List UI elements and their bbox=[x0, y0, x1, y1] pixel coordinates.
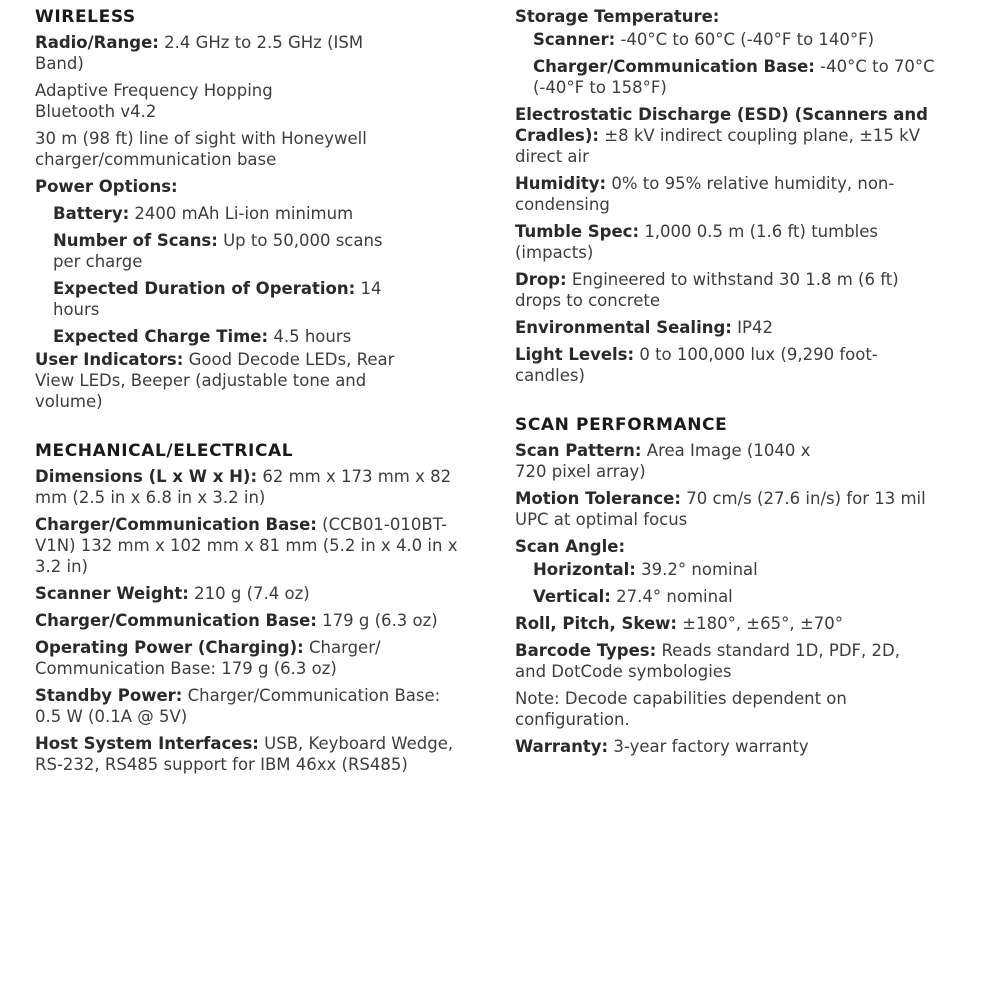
user-indicators-label: User Indicators: bbox=[35, 350, 184, 369]
scan-pattern-spec bbox=[515, 440, 835, 482]
ccb-temp-value: -40°C to 70°C (-40°F to 158°F) bbox=[533, 57, 935, 97]
scanner-temp-spec bbox=[515, 29, 918, 50]
light-levels-spec bbox=[515, 344, 890, 386]
power-options-label bbox=[35, 176, 475, 197]
motion-tolerance-value: 70 cm/s (27.6 in/s) for 13 mil UPC at optimal focus bbox=[515, 489, 926, 529]
warranty-label: Warranty: bbox=[515, 737, 609, 756]
storage-temperature-label-text: Storage Temperature: bbox=[515, 7, 720, 26]
duration-value: 14 hours bbox=[53, 279, 382, 319]
esd-spec bbox=[515, 104, 965, 167]
standby-power-value: Charger/Communication Base: 0.5 W (0.1A @ 5V) bbox=[35, 686, 441, 726]
adaptive-line-1: Adaptive Frequency Hopping bbox=[35, 81, 273, 100]
standby-power-label: Standby Power: bbox=[35, 686, 183, 705]
wireless-heading: WIRELESS bbox=[35, 7, 136, 27]
radio-range-spec bbox=[35, 32, 375, 74]
radio-range-label: Radio/Range: bbox=[35, 33, 159, 52]
barcode-types-value: Reads standard 1D, PDF, 2D, and DotCode symbologies bbox=[515, 641, 900, 681]
ccb-weight-label: Charger/Communication Base: bbox=[35, 611, 317, 630]
drop-label: Drop: bbox=[515, 270, 567, 289]
ccb-temp-label: Charger/Communication Base: bbox=[533, 57, 815, 76]
range-text: 30 m (98 ft) line of sight with Honeywell charger/communication base bbox=[35, 129, 367, 169]
roll-pitch-skew-value: ±180°, ±65°, ±70° bbox=[682, 614, 843, 633]
warranty-value: 3-year factory warranty bbox=[613, 737, 809, 756]
battery-value: 2400 mAh Li-ion minimum bbox=[134, 204, 354, 223]
scanner-weight-spec bbox=[35, 583, 475, 604]
host-interfaces-label: Host System Interfaces: bbox=[35, 734, 259, 753]
right-column bbox=[515, 6, 965, 763]
adaptive-frequency-text bbox=[35, 80, 475, 122]
scanner-temp-label: Scanner: bbox=[533, 30, 616, 49]
drop-value: Engineered to withstand 30 1.8 m (6 ft) drops to concrete bbox=[515, 270, 899, 310]
charge-time-value: 4.5 hours bbox=[273, 327, 352, 346]
light-levels-label: Light Levels: bbox=[515, 345, 635, 364]
radio-range-value: 2.4 GHz to 2.5 GHz (ISM Band) bbox=[35, 33, 364, 73]
left-column bbox=[35, 6, 475, 781]
motion-tolerance-spec bbox=[515, 488, 960, 530]
sealing-value: IP42 bbox=[737, 318, 773, 337]
ccb-spec bbox=[35, 514, 465, 577]
scan-angle-label-text: Scan Angle: bbox=[515, 537, 626, 556]
decode-note: Note: Decode capabilities dependent on configuration. bbox=[515, 689, 847, 729]
scanner-temp-value: -40°C to 60°C (-40°F to 140°F) bbox=[620, 30, 875, 49]
motion-tolerance-label: Motion Tolerance: bbox=[515, 489, 681, 508]
scan-pattern-label: Scan Pattern: bbox=[515, 441, 642, 460]
charge-time-spec bbox=[35, 326, 475, 347]
scans-spec bbox=[35, 230, 398, 272]
vertical-angle-spec bbox=[515, 586, 965, 607]
dimensions-value: 62 mm x 173 mm x 82 mm (2.5 in x 6.8 in x 3.2 in) bbox=[35, 467, 452, 507]
battery-label: Battery: bbox=[53, 204, 130, 223]
barcode-types-label: Barcode Types: bbox=[515, 641, 657, 660]
scanner-weight-label: Scanner Weight: bbox=[35, 584, 189, 603]
horizontal-value: 39.2° nominal bbox=[641, 560, 758, 579]
user-indicators-spec bbox=[35, 349, 420, 412]
scanner-weight-value: 210 g (7.4 oz) bbox=[194, 584, 310, 603]
drop-spec bbox=[515, 269, 940, 311]
sealing-spec bbox=[515, 317, 965, 338]
light-levels-value: 0 to 100,000 lux (9,290 foot-candles) bbox=[515, 345, 878, 385]
user-indicators-value: Good Decode LEDs, Rear View LEDs, Beeper (adjustable tone and volume) bbox=[35, 350, 395, 411]
vertical-label: Vertical: bbox=[533, 587, 611, 606]
tumble-spec bbox=[515, 221, 915, 263]
operating-power-value: Charger/ Communication Base: 179 g (6.3 oz) bbox=[35, 638, 381, 678]
duration-spec bbox=[35, 278, 433, 320]
standby-power-spec bbox=[35, 685, 470, 727]
scan-pattern-value: Area Image (1040 x 720 pixel array) bbox=[515, 441, 811, 481]
charge-time-label: Expected Charge Time: bbox=[53, 327, 269, 346]
horizontal-angle-spec bbox=[515, 559, 965, 580]
scan-angle-label bbox=[515, 536, 965, 557]
power-options-label-text: Power Options: bbox=[35, 177, 178, 196]
roll-pitch-skew-spec bbox=[515, 613, 965, 634]
barcode-types-spec bbox=[515, 640, 925, 682]
ccb-temp-spec bbox=[515, 56, 968, 98]
host-interfaces-spec bbox=[35, 733, 460, 775]
ccb-value: (CCB01-010BT-V1N) 132 mm x 102 mm x 81 mm (5.2 in x 4.0 in x 3.2 in) bbox=[35, 515, 458, 576]
tumble-label: Tumble Spec: bbox=[515, 222, 640, 241]
horizontal-label: Horizontal: bbox=[533, 560, 636, 579]
storage-temperature-label bbox=[515, 6, 965, 27]
adaptive-line-2: Bluetooth v4.2 bbox=[35, 102, 157, 121]
ccb-label: Charger/Communication Base: bbox=[35, 515, 317, 534]
mechanical-heading: MECHANICAL/ELECTRICAL bbox=[35, 441, 294, 461]
operating-power-label: Operating Power (Charging): bbox=[35, 638, 304, 657]
vertical-value: 27.4° nominal bbox=[616, 587, 733, 606]
duration-label: Expected Duration of Operation: bbox=[53, 279, 356, 298]
humidity-spec bbox=[515, 173, 940, 215]
humidity-label: Humidity: bbox=[515, 174, 607, 193]
tumble-value: 1,000 0.5 m (1.6 ft) tumbles (impacts) bbox=[515, 222, 878, 262]
dimensions-label: Dimensions (L x W x H): bbox=[35, 467, 258, 486]
roll-pitch-skew-label: Roll, Pitch, Skew: bbox=[515, 614, 677, 633]
ccb-weight-value: 179 g (6.3 oz) bbox=[322, 611, 438, 630]
scans-label: Number of Scans: bbox=[53, 231, 218, 250]
esd-value: ±8 kV indirect coupling plane, ±15 kV direct air bbox=[515, 126, 920, 166]
operating-power-spec bbox=[35, 637, 455, 679]
dimensions-spec bbox=[35, 466, 470, 508]
sealing-label: Environmental Sealing: bbox=[515, 318, 732, 337]
scans-value: Up to 50,000 scans per charge bbox=[53, 231, 383, 271]
humidity-value: 0% to 95% relative humidity, non-condensing bbox=[515, 174, 895, 214]
host-interfaces-value: USB, Keyboard Wedge, RS-232, RS485 support for IBM 46xx (RS485) bbox=[35, 734, 454, 774]
scan-performance-heading: SCAN PERFORMANCE bbox=[515, 415, 728, 435]
warranty-spec bbox=[515, 736, 965, 757]
esd-label: Electrostatic Discharge (ESD) (Scanners and Cradles): bbox=[515, 105, 928, 145]
battery-spec bbox=[35, 203, 475, 224]
ccb-weight-spec bbox=[35, 610, 460, 631]
